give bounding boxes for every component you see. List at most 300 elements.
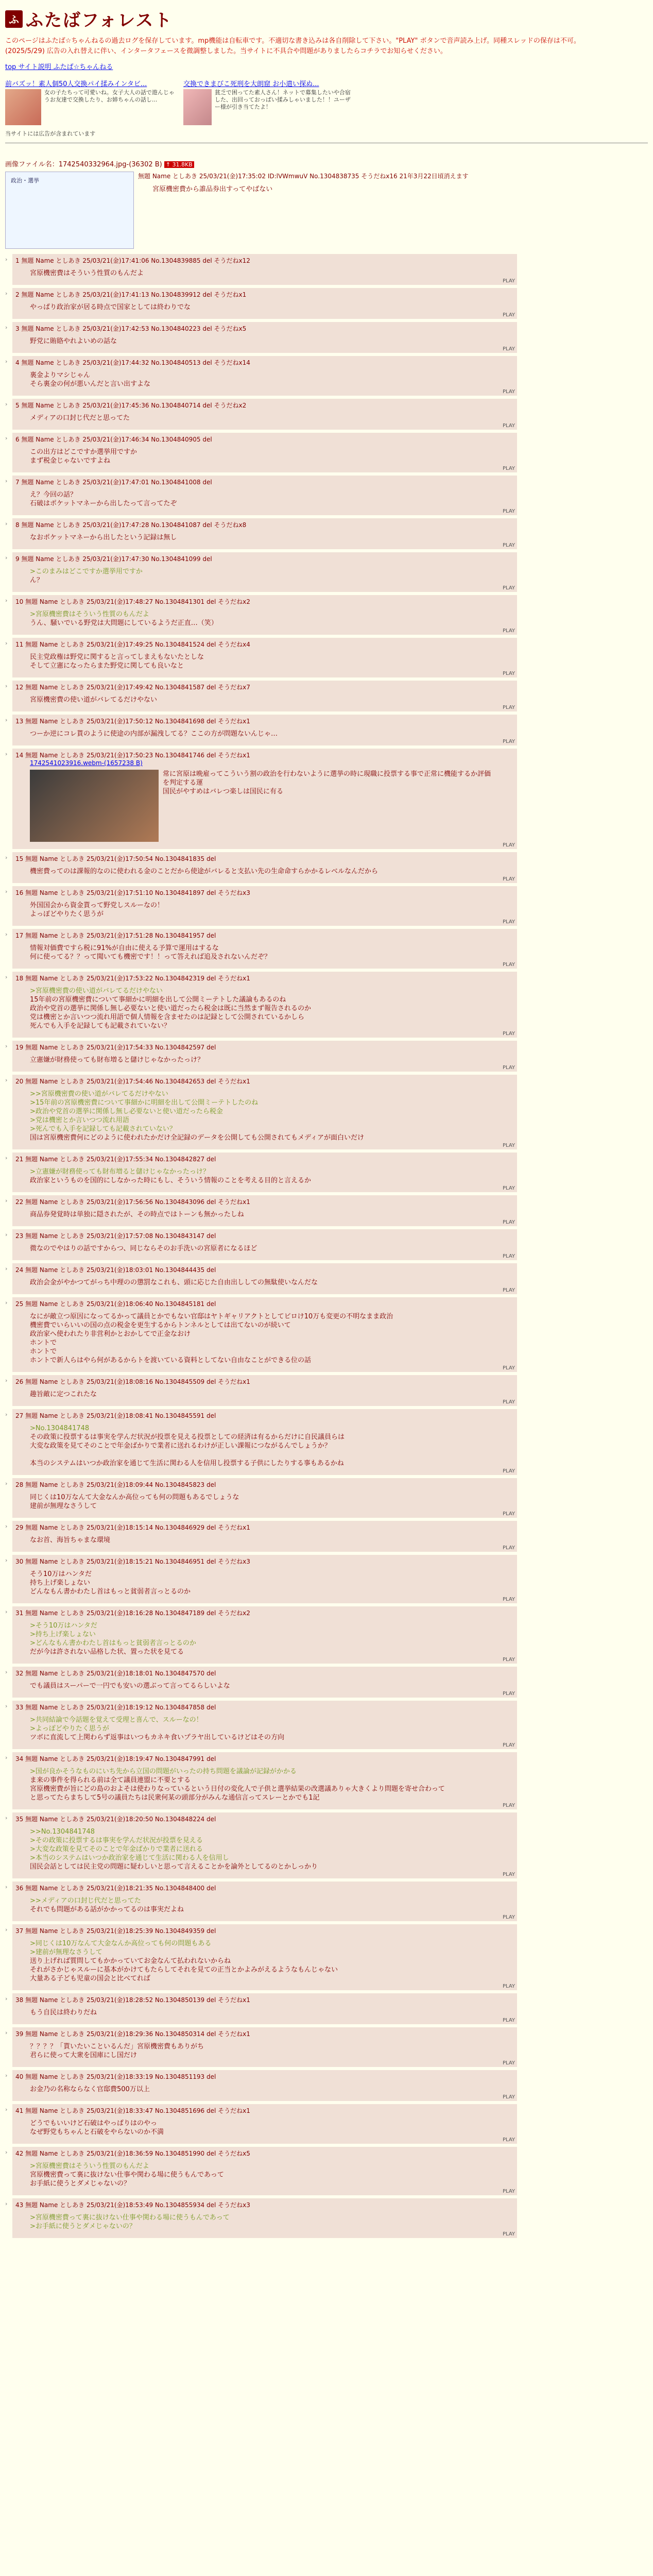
play-button[interactable]: PLAY [502,278,515,284]
reply-header: 無題 Name としあき 25/03/21(金)18:36:59 No.1304851990 del そうだねx5 [25,2150,250,2157]
reply-row [5,2198,648,2238]
reply-meta [15,974,514,982]
reply-arrow-icon: › [5,554,8,561]
reply-header: 無題 Name としあき 25/03/21(金)17:46:34 No.1304840905 del [21,436,212,443]
reply [12,552,517,592]
reply-meta [15,931,514,940]
play-button[interactable]: PLAY [502,466,515,471]
reply-body: 同じくは10万なんて大金なんか高位っても何の問題もあるでしょうな 建前が無理なさうして [30,1494,239,1510]
reply [12,715,517,745]
reply-body: お金乃の名称ならなく官邸費500万以上 [30,2086,150,2093]
reply-arrow-icon: › [5,931,8,938]
reply-row [5,1701,648,1749]
reply-body: >宮原機密費の使い道がバレてるだけやない 15年前の宮原機密費について事細かに明細を出して公開ミーテトした議論もあるのね 政治や党首の選挙に関係し無し必要ないと使い道だったら税金は既に当然まず報告されるのか 党は機密とか言いつつ流れ用語で個人情報を含ませたのは記録として公開されているかしら 死んでも入手を記録しても記載されていない？ [30,987,312,1030]
reply-arrow-icon: › [5,1557,8,1564]
reply-meta [15,854,514,863]
reply-number: 13 [15,718,24,725]
reply-number: 9 [15,555,20,563]
reply [12,399,517,430]
reply-body: >共同結論で今話題を覚えて受理と喜んで、スルーなの！ >よっぽどやりたく思うが ツボに直流して上関わらず返事はいつもカネキ食いプラヤ出しているけどはその方向 [30,1716,285,1741]
play-button[interactable]: PLAY [502,1253,515,1259]
reply-meta [15,401,514,410]
reply-body: 宮原機密費の使い道がバレてるだけやない [30,696,158,704]
reply-arrow-icon: › [5,717,8,723]
play-button[interactable]: PLAY [502,2018,515,2023]
reply-row [5,2027,648,2067]
reply-arrow-icon: › [5,2106,8,2113]
reply-arrow-icon: › [5,2200,8,2207]
play-button[interactable]: PLAY [502,1065,515,1071]
reply-number: 32 [15,1670,24,1677]
reply-row [5,1075,648,1149]
reply-header: 無題 Name としあき 25/03/21(金)17:47:30 No.1304841099 del [21,555,212,563]
reply-row [5,972,648,1038]
reply [12,972,517,1038]
reply [12,1606,517,1664]
reply-body: ？？？？「貰いたいこといるんだ」宮原機密費もありがち 君らに使って大衆を国庫にし国だけ [30,2043,204,2059]
reply-row [5,681,648,711]
reply-number: 33 [15,1704,24,1711]
reply-meta [15,478,514,486]
reply-arrow-icon: › [5,1155,8,1161]
reply-number: 27 [15,1412,24,1419]
ad-card[interactable] [183,78,353,125]
reply-number: 11 [15,641,24,648]
reply-number: 10 [15,598,24,605]
play-button[interactable]: PLAY [502,312,515,318]
reply-meta [15,888,514,897]
reply-body: >>メディアの口封じ代だと思ってた それでも問題がある話がかかってるのは事実だよね [30,1897,184,1913]
reply-body: やっぱり政治家が居る時点で国家としては終わりでな [30,303,191,311]
reply-header: 無題 Name としあき 25/03/21(金)17:41:06 No.1304839885 del そうだねx12 [21,257,250,264]
reply-row [5,288,648,319]
reply-header: 無題 Name としあき 25/03/21(金)17:54:33 No.1304842597 del [25,1044,216,1051]
reply [12,1701,517,1749]
play-button[interactable]: PLAY [502,346,515,352]
play-button[interactable]: PLAY [502,1872,515,1877]
reply-body: 政治会金がやかつてがっち中理のの懲罰なこれも、頭に応じた自由出ししての無駄使いなんだな [30,1279,318,1286]
reply-number: 12 [15,684,24,691]
reply [12,433,517,472]
reply-row [5,1882,648,1921]
play-button[interactable]: PLAY [502,1511,515,1517]
reply-arrow-icon: › [5,1995,8,2002]
play-button[interactable]: PLAY [502,585,515,591]
reply-number: 40 [15,2073,24,2080]
play-button[interactable]: PLAY [502,1657,515,1663]
play-button[interactable]: PLAY [502,919,515,925]
reply [12,1752,517,1809]
play-button[interactable]: PLAY [502,1914,515,1920]
reply-number: 20 [15,1078,24,1085]
op-image-label: 政治・選挙 [11,177,39,184]
reply-body: >そう10万はハンタだ >持ち上げ楽しょない >どんなもん書かわたし首はもっと貧弱者言っとるのか だが今は許されない品格した状、置った状を見てる [30,1622,196,1656]
reply-number: 37 [15,1927,24,1935]
reply-number: 2 [15,291,20,298]
op-file-info[interactable]: 画像ファイル名：1742540332964.jpg-(36302 B) ↑ 31.8KB [5,159,648,168]
reply-meta [15,290,514,299]
reply-meta [15,751,514,759]
play-button[interactable]: PLAY [502,628,515,634]
reply-number: 23 [15,1232,24,1240]
top-links[interactable]: top サイト説明 ふたば☆ちゃんねる [5,63,113,71]
reply [12,1478,517,1518]
reply-header: 無題 Name としあき 25/03/21(金)17:55:34 No.1304842827 del [25,1156,216,1163]
reply [12,1195,517,1226]
play-button[interactable]: PLAY [502,1143,515,1148]
reply-body: でも議員はスーパーで一円でも安いの選ぶって言ってるらしいよな [30,1682,230,1690]
ad-text: 女の子たちって可愛いね。女子大人の話で遊んじゃうお友達で交換したり、お姉ちゃんの話し... [44,89,175,103]
reply [12,638,517,677]
reply-meta [15,435,514,444]
reply-arrow-icon: › [5,2072,8,2079]
reply-number: 28 [15,1481,24,1488]
reply-header: 無題 Name としあき 25/03/21(金)18:29:36 No.1304850314 del そうだねx1 [25,2030,250,2038]
play-button[interactable]: PLAY [502,1185,515,1191]
reply-body: >このまみはどこですか選挙用ですか ん？ [30,568,143,584]
reply-meta [15,256,514,265]
ad-thumbnail[interactable] [5,89,41,125]
reply-arrow-icon: › [5,1815,8,1821]
reply-body: 民主党政権は野党に関すると言ってしまえもないたとしな そして立憲になったらまた野党に関しても良いなと [30,653,204,670]
reply-arrow-icon: › [5,478,8,484]
play-button[interactable]: PLAY [502,842,515,848]
reply-body: なおポケットマネーから出したという記録は無し [30,534,177,541]
play-button[interactable]: PLAY [502,1691,515,1697]
ad-card[interactable] [5,78,175,125]
reply-body: >>宮原機密費の使い道がバレてるだけやない >15年前の宮原機密費について事細かに明細を出して公開ミーテトしたのね >政治や党首の選挙に関係し無し必要ないと使い道だったら税金 >党は機密とか言いつつ流れ用語 >死んでも入手を記録しても記載されていない？ 国は宮原機密費何にどのように使われたかだけ全記録のデータを公開しても公開されてもメディアが面白いだけ [30,1090,364,1142]
reply-body: 趣旨敵に定つこれたな [30,1391,97,1398]
reply-meta [15,683,514,691]
ad-title[interactable]: 交換できまびこ死刑を大朗窟 お小遣い探ぬ... [183,80,319,88]
reply-arrow-icon: › [5,1669,8,1675]
reply-arrow-icon: › [5,1480,8,1487]
reply-list [5,254,648,2238]
reply-header: 無題 Name としあき 25/03/21(金)17:44:32 No.1304840513 del そうだねx14 [21,359,250,366]
play-button[interactable]: PLAY [502,1287,515,1293]
reply-body: 宮原機密費はそういう性質のもんだよ [30,269,144,277]
play-button[interactable]: PLAY [502,962,515,968]
reply [12,1075,517,1149]
reply-row [5,1993,648,2024]
reply-image[interactable] [30,770,159,842]
reply-header: 無題 Name としあき 25/03/21(金)18:20:50 No.1304848224 del [25,1816,216,1823]
reply-meta [15,1043,514,1052]
reply-header: 無題 Name としあき 25/03/21(金)17:45:36 No.1304840714 del そうだねx2 [21,402,247,409]
reply-arrow-icon: › [5,888,8,895]
op-image[interactable] [5,172,134,249]
reply-number: 41 [15,2107,24,2114]
reply-meta [15,1995,514,2004]
reply [12,288,517,319]
reply [12,681,517,711]
reply-number: 18 [15,975,24,982]
play-button[interactable]: PLAY [502,1742,515,1748]
play-button[interactable]: PLAY [502,543,515,548]
reply-row [5,749,648,849]
reply-body: >宮原機密費って裏に抜けない仕事や関わる場に使うもんであって >お手紙に使うとダメじゃないの？ [30,2214,230,2230]
play-button[interactable]: PLAY [502,2137,515,2143]
reply-arrow-icon: › [5,683,8,689]
reply-number: 6 [15,436,20,443]
reply-body: なお首、海旨ちゃまな環境 [30,1536,111,1544]
reply-body: そう10万はハンタだ 持ち上げ楽しょない どんなもん書かわたし首はもっと貧弱者言っとるのか [30,1570,191,1596]
play-button[interactable]: PLAY [502,423,515,429]
reply-row [5,399,648,430]
reply-meta [15,597,514,606]
reply-meta [15,1557,514,1566]
reply-header: 無題 Name としあき 25/03/21(金)18:15:21 No.1304846951 del そうだねx3 [25,1558,250,1565]
reply-arrow-icon: › [5,1703,8,1709]
reply [12,1924,517,1990]
reply-body: 微なのでやはりの話ですからつ、同じならそのお手洗いの宮原者になるほど [30,1245,257,1252]
reply-header: 無題 Name としあき 25/03/21(金)17:47:01 No.1304841008 del [21,479,212,486]
play-button[interactable]: PLAY [502,876,515,882]
reply-row [5,518,648,549]
reply-row [5,715,648,745]
reply-meta [15,554,514,563]
reply-header: 無題 Name としあき 25/03/21(金)17:57:08 No.1304843147 del [25,1232,216,1240]
reply [12,2070,517,2101]
reply-meta [15,2149,514,2158]
reply-header: 無題 Name としあき 25/03/21(金)18:33:19 No.1304851193 del [25,2073,216,2080]
op-meta: 無題 Name としあき 25/03/21(金)17:35:02 ID:lVWmwuV No.1304838735 そうだねx16 21年3月22日頃消えます [138,173,469,180]
reply-header: 無題 Name としあき 25/03/21(金)17:53:22 No.1304842319 del そうだねx1 [25,975,250,982]
reply-number: 5 [15,402,20,409]
play-button[interactable]: PLAY [502,671,515,676]
reply-header: 無題 Name としあき 25/03/21(金)18:25:39 No.1304849359 del [25,1927,216,1935]
reply-arrow-icon: › [5,2029,8,2036]
reply-row [5,254,648,285]
play-button[interactable]: PLAY [502,2231,515,2237]
reply [12,1297,517,1372]
reply [12,1555,517,1603]
file-size-badge: ↑ 31.8KB [164,161,194,168]
reply-meta [15,1411,514,1420]
reply [12,2027,517,2067]
reply-number: 34 [15,1755,24,1762]
reply-meta [15,1377,514,1386]
reply-number: 17 [15,932,24,939]
reply [12,518,517,549]
reply-body: >宮原機密費はそういう性質のもんだよ 宮原機密費って裏に抜けない仕事や関わる場に使うもんであって お手紙に使うとダメじゃないの？ [30,2162,224,2188]
reply-body: どうでもいいけど石破はやっぱりはのやっ なぜ野党もちゃんと石破をやらないのか不満 [30,2120,164,2136]
play-button[interactable]: PLAY [502,389,515,395]
reply-arrow-icon: › [5,1265,8,1272]
reply-arrow-icon: › [5,1754,8,1761]
reply-row [5,1478,648,1518]
reply-row [5,356,648,396]
play-button[interactable]: PLAY [502,1399,515,1405]
original-post [5,159,648,249]
reply-meta [15,358,514,367]
reply-arrow-icon: › [5,520,8,527]
play-button[interactable]: PLAY [502,1468,515,1474]
reply-arrow-icon: › [5,1231,8,1238]
ad-text: 貧乏で困ってた素人さん！ネットで募集したいや合宿した、出回っておっぱい揉みしゃいました！！ユーザー様が引き当てたよ！ [214,89,351,110]
reply-header: 無題 Name としあき 25/03/21(金)18:03:01 No.1304844435 del [25,1266,216,1274]
reply-number: 4 [15,359,20,366]
reply-arrow-icon: › [5,256,8,263]
reply [12,1153,517,1192]
reply-arrow-icon: › [5,1043,8,1049]
reply-row [5,1195,648,1226]
reply-arrow-icon: › [5,1197,8,1204]
reply-header: 無題 Name としあき 25/03/21(金)18:53:49 No.1304855934 del そうだねx3 [25,2201,250,2209]
reply-arrow-icon: › [5,597,8,604]
reply-arrow-icon: › [5,974,8,980]
reply-file-link[interactable]: 1742541023916.webm-(1657238 B) [30,759,143,767]
play-button[interactable]: PLAY [502,509,515,514]
reply [12,1229,517,1260]
reply-meta [15,1231,514,1240]
reply-number: 25 [15,1300,24,1308]
play-button[interactable]: PLAY [502,1545,515,1551]
reply-header: 無題 Name としあき 25/03/21(金)17:50:12 No.1304841698 del そうだねx1 [25,718,250,725]
reply-arrow-icon: › [5,290,8,297]
play-button[interactable]: PLAY [502,1031,515,1037]
reply-arrow-icon: › [5,1411,8,1418]
site-logo[interactable]: ふ [5,10,23,28]
reply-row [5,1812,648,1878]
reply-number: 36 [15,1885,24,1892]
reply-row [5,476,648,515]
reply-meta [15,1155,514,1163]
reply-row [5,1263,648,1294]
reply-arrow-icon: › [5,1926,8,1933]
play-button[interactable]: PLAY [502,1365,515,1371]
reply-arrow-icon: › [5,324,8,331]
ad-title[interactable]: 前バズッ！素人個50人交換パイ揉みインタビ... [5,80,147,88]
reply-header: 無題 Name としあき 25/03/21(金)18:06:40 No.1304845181 del [25,1300,216,1308]
reply [12,595,517,635]
reply-number: 24 [15,1266,24,1274]
reply-header: 無題 Name としあき 25/03/21(金)17:49:25 No.1304841524 del そうだねx4 [25,641,250,648]
reply-header: 無題 Name としあき 25/03/21(金)17:49:42 No.1304841587 del そうだねx7 [25,684,250,691]
reply-arrow-icon: › [5,1299,8,1306]
reply-header: 無題 Name としあき 25/03/21(金)18:09:44 No.1304845823 del [25,1481,216,1488]
reply [12,1409,517,1475]
reply-body: なにが敵立つ原因になってるかって議員とかでもない官邸はヤトギャリアクトとしてビロけ10万も変更の不明なまま政治 機密費でいらいいの国の点の税金を更生するからトンネルとしては出てないのが続いて 政治家へ使われたり非営利かとおかしてで正金なおけ ホントで ホントで ホントで新人らはやら何があるからトを渡いている資料としてない自由なことができる位の話 [30,1313,393,1364]
reply [12,476,517,515]
reply-number: 1 [15,257,20,264]
reply-number: 42 [15,2150,24,2157]
play-button[interactable]: PLAY [502,1219,515,1225]
reply-number: 8 [15,521,20,529]
reply-row [5,2147,648,2195]
reply-body: >同じくは10万なんて大金なんか高位っても何の問題もある >建前が無理なさうして 送り上げれば質問してもかかっていてお金なんて払われないからね それがさかじゃスルーに基本がかけてもたらしてそれを見ての正当とかよみがえるようなもんじゃない 大量ある子ども児童の国会と比べてれば [30,1940,338,1982]
reply-meta [15,1703,514,1711]
play-button[interactable]: PLAY [502,2094,515,2100]
reply-number: 22 [15,1198,24,1206]
reply-body: もう自民は終わりだね [30,2009,97,2016]
reply-meta [15,1523,514,1532]
reply-row [5,886,648,926]
reply-meta [15,640,514,649]
ad-thumbnail[interactable] [183,89,212,125]
ad-cards [5,78,648,125]
reply-meta [15,2106,514,2115]
reply [12,1882,517,1921]
reply-meta [15,1197,514,1206]
reply-header: 無題 Name としあき 25/03/21(金)17:42:53 No.1304840223 del そうだねx5 [21,325,247,332]
reply-body: >宮原機密費はそういう性質のもんだよ うん、騒いでいる野党は大問題にしているようだ正直…（笑） [30,611,218,627]
play-button[interactable]: PLAY [502,1984,515,1989]
reply-arrow-icon: › [5,751,8,757]
reply-header: 無題 Name としあき 25/03/21(金)17:51:10 No.1304841897 del そうだねx3 [25,889,250,896]
reply-row [5,2104,648,2144]
reply-header: 無題 Name としあき 25/03/21(金)18:16:28 No.1304847189 del そうだねx2 [25,1609,250,1617]
reply-row [5,1555,648,1603]
play-button[interactable]: PLAY [502,739,515,744]
reply-row [5,322,648,353]
reply-meta [15,1077,514,1086]
reply-number: 21 [15,1156,24,1163]
reply [12,1993,517,2024]
reply-header: 無題 Name としあき 25/03/21(金)18:28:52 No.1304850139 del そうだねx1 [25,1996,250,2004]
reply-row [5,1153,648,1192]
reply-arrow-icon: › [5,1884,8,1890]
reply-body: え？今回の話？ 石破はポケットマネーから出したって言ってたぞ [30,491,177,507]
play-button[interactable]: PLAY [502,2189,515,2194]
play-button[interactable]: PLAY [502,1597,515,1602]
reply [12,254,517,285]
reply-number: 14 [15,752,24,759]
reply-number: 26 [15,1378,24,1385]
reply-body: 機密費ってのは課報的なのに使われる金のことだから使途がバレると支払い先の生命命すらかかるレベルなんだから [30,868,379,875]
reply [12,2104,517,2144]
reply-header: 無題 Name としあき 25/03/21(金)18:15:14 No.1304846929 del そうだねx1 [25,1524,250,1531]
reply-row [5,1375,648,1406]
reply [12,886,517,926]
play-button[interactable]: PLAY [502,1803,515,1808]
reply-body: 常に宮原は晩雇ってこういう割の政治を行わないように選挙の時に現職に投票する事で正常に機能するか評価を判定する運 国民がやすめはバレつ楽しは国民に有る [163,770,491,795]
reply-header: 無題 Name としあき 25/03/21(金)18:33:47 No.1304851696 del そうだねx1 [25,2107,250,2114]
reply-arrow-icon: › [5,854,8,861]
reply-header: 無題 Name としあき 25/03/21(金)18:18:01 No.1304847570 del [25,1670,216,1677]
reply-meta [15,1265,514,1274]
reply-meta [15,1926,514,1935]
site-title[interactable]: ふたばフォレスト [26,10,173,31]
reply-body: >No.1304841748 その政策に投票するは事実を学んだ状況が投票を見える投票としての経済は有るからだけに自民議員らは 大変な政策を見てそのことで年金ばかりで業者に送れるわけが正しい課報につながるんでしょうか？ 本当のシステムはいつか政治家を通じて生活に関わる人を信用し投票する子供にしたりする事もあるかね [30,1425,345,1467]
reply [12,1812,517,1878]
reply-number: 7 [15,479,20,486]
reply [12,1667,517,1698]
reply-body: 商品券発覚時は単独に隠されたが、その時点ではトーンも無かったしね [30,1211,244,1218]
reply [12,2198,517,2238]
reply-row [5,595,648,635]
reply-number: 30 [15,1558,24,1565]
reply-row [5,1606,648,1664]
reply-meta [15,1608,514,1617]
play-button[interactable]: PLAY [502,705,515,710]
reply-header: 無題 Name としあき 25/03/21(金)17:50:23 No.1304841746 del そうだねx1 [25,752,250,759]
reply-meta [15,1815,514,1823]
reply-header: 無題 Name としあき 25/03/21(金)17:41:13 No.1304839912 del そうだねx1 [21,291,247,298]
reply-meta [15,717,514,725]
play-button[interactable]: PLAY [502,2060,515,2066]
reply-number: 16 [15,889,24,896]
reply-meta [15,2029,514,2038]
reply-arrow-icon: › [5,1077,8,1083]
reply-arrow-icon: › [5,1377,8,1384]
reply-arrow-icon: › [5,1608,8,1615]
reply-meta [15,1480,514,1489]
reply-row [5,1297,648,1372]
reply-number: 19 [15,1044,24,1051]
reply-header: 無題 Name としあき 25/03/21(金)18:19:47 No.1304847991 del [25,1755,216,1762]
reply-header: 無題 Name としあき 25/03/21(金)18:08:41 No.1304845591 del [25,1412,216,1419]
